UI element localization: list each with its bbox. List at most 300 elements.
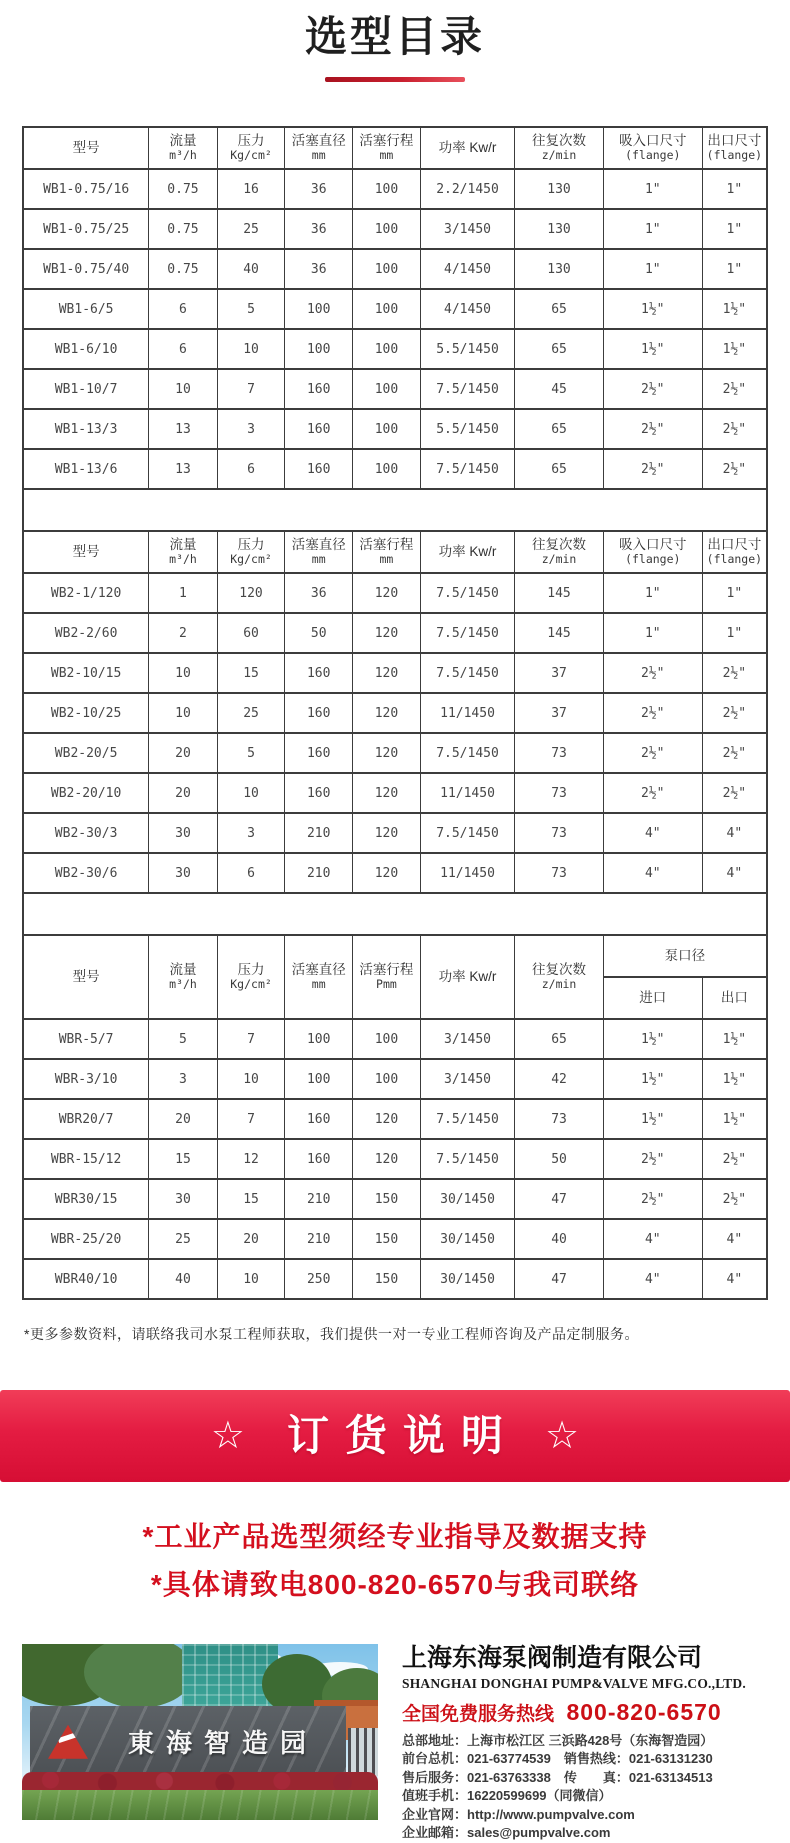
spec-cell: 10 xyxy=(217,1259,285,1299)
spec-cell: 160 xyxy=(285,653,353,693)
spec-cell: 10 xyxy=(217,773,285,813)
spec-cell: 1" xyxy=(603,169,702,209)
spec-cell: 45 xyxy=(515,369,604,409)
model-cell: WB2-30/6 xyxy=(23,853,149,893)
spec-cell: 120 xyxy=(353,573,421,613)
header-label: 压力 xyxy=(237,133,265,149)
table-row xyxy=(23,1019,767,1059)
order-banner-title: 订货说明 xyxy=(286,1412,519,1460)
spec-cell: 40 xyxy=(149,1259,217,1299)
spec-cell: 2½" xyxy=(702,733,767,773)
spec-cell: 2½" xyxy=(603,1179,702,1219)
spec-cell: 30 xyxy=(149,1179,217,1219)
spec-cell: 7 xyxy=(217,1019,285,1059)
spec-table-WB1 xyxy=(22,126,768,490)
spec-cell: 1½" xyxy=(702,1099,767,1139)
spec-cell: 3 xyxy=(217,409,285,449)
spec-cell: 2½" xyxy=(603,653,702,693)
spec-cell: 4/1450 xyxy=(420,249,514,289)
company-name-en: SHANGHAI DONGHAI PUMP&VALVE MFG.CO.,LTD. xyxy=(402,1675,746,1691)
table-row xyxy=(23,169,767,209)
contact-line: 前台总机：021-63774539 销售热线：021-63131230 xyxy=(402,1751,713,1767)
column-header xyxy=(603,127,702,169)
table-row xyxy=(23,369,767,409)
spec-cell: 5.5/1450 xyxy=(420,409,514,449)
spec-cell: 15 xyxy=(217,653,285,693)
header-label: 出口 xyxy=(720,990,748,1006)
header-unit: mm xyxy=(311,977,326,992)
model-cell: WB2-20/5 xyxy=(23,733,149,773)
model-cell: WB2-10/25 xyxy=(23,693,149,733)
spec-cell: 4" xyxy=(702,1219,767,1259)
spec-cell: 100 xyxy=(353,369,421,409)
spec-cell: 65 xyxy=(515,449,604,489)
contact-line: 售后服务：021-63763338 传 真：021-63134513 xyxy=(402,1769,713,1785)
column-header xyxy=(23,531,149,573)
spec-cell: 1 xyxy=(149,573,217,613)
header-unit: (flange) xyxy=(706,552,763,567)
spec-cell: 50 xyxy=(515,1139,604,1179)
spec-cell: 2½" xyxy=(702,409,767,449)
contact-lines xyxy=(402,1732,768,1843)
spec-cell: 120 xyxy=(353,653,421,693)
contact-line: 总部地址：上海市松江区 三浜路428号（东海智造园） xyxy=(402,1732,714,1748)
spec-cell: 7.5/1450 xyxy=(420,813,514,853)
hotline xyxy=(402,1699,768,1726)
model-cell: WBR-5/7 xyxy=(23,1019,149,1059)
spec-cell: 1½" xyxy=(702,1019,767,1059)
spec-cell: 7.5/1450 xyxy=(420,733,514,773)
header-label: 进口 xyxy=(639,990,667,1006)
table-row xyxy=(23,813,767,853)
spec-cell: 10 xyxy=(149,653,217,693)
spec-cell: 6 xyxy=(217,853,285,893)
spec-cell: 150 xyxy=(353,1259,421,1299)
header-label: 活塞行程 xyxy=(359,537,414,553)
column-header xyxy=(420,935,514,1019)
note-line: *工业产品选型须经专业指导及数据支持 xyxy=(142,1521,648,1553)
spec-cell: 3/1450 xyxy=(420,1059,514,1099)
header-label: 功率 Kw/r xyxy=(438,140,497,156)
header-unit: m³/h xyxy=(169,552,197,567)
spec-cell: 4" xyxy=(702,813,767,853)
spec-cell: 30/1450 xyxy=(420,1259,514,1299)
model-cell: WB2-2/60 xyxy=(23,613,149,653)
spec-cell: 1½" xyxy=(603,1059,702,1099)
table-row xyxy=(23,1059,767,1099)
spec-cell: 7.5/1450 xyxy=(420,653,514,693)
star-icon: ☆ xyxy=(210,1415,245,1458)
company-name-cn: 上海东海泵阀制造有限公司 xyxy=(402,1643,703,1672)
spec-cell: 7 xyxy=(217,1099,285,1139)
spec-cell: 160 xyxy=(285,733,353,773)
model-cell: WB2-1/120 xyxy=(23,573,149,613)
model-cell: WB2-10/15 xyxy=(23,653,149,693)
spec-cell: 73 xyxy=(515,853,604,893)
spec-cell: 2½" xyxy=(702,369,767,409)
spec-cell: 0.75 xyxy=(149,209,217,249)
spec-cell: 2½" xyxy=(702,1179,767,1219)
spec-cell: 30 xyxy=(149,853,217,893)
model-cell: WB1-0.75/25 xyxy=(23,209,149,249)
selection-notes xyxy=(0,1518,790,1604)
spec-cell: 2½" xyxy=(603,369,702,409)
spec-cell: 6 xyxy=(217,449,285,489)
flower-hedge xyxy=(22,1772,378,1792)
spec-cell: 210 xyxy=(285,1219,353,1259)
spec-cell: 65 xyxy=(515,409,604,449)
spec-cell: 37 xyxy=(515,693,604,733)
column-header xyxy=(217,935,285,1019)
spec-cell: 6 xyxy=(149,289,217,329)
spec-cell: 7.5/1450 xyxy=(420,1099,514,1139)
header-unit: Kg/cm² xyxy=(230,977,272,992)
spec-cell: 0.75 xyxy=(149,249,217,289)
spec-cell: 160 xyxy=(285,1139,353,1179)
spec-cell: 160 xyxy=(285,773,353,813)
spec-cell: 36 xyxy=(285,209,353,249)
spec-cell: 1" xyxy=(702,209,767,249)
spec-cell: 210 xyxy=(285,1179,353,1219)
spec-cell: 42 xyxy=(515,1059,604,1099)
column-header xyxy=(353,935,421,1019)
title-divider xyxy=(325,77,465,82)
spec-table-WB2 xyxy=(22,530,768,894)
spec-cell: 120 xyxy=(353,613,421,653)
spec-cell: 7 xyxy=(217,369,285,409)
spec-cell: 2½" xyxy=(603,773,702,813)
header-label: 流量 xyxy=(169,537,197,553)
table-row xyxy=(23,449,767,489)
spec-cell: 1" xyxy=(603,209,702,249)
column-header xyxy=(149,127,217,169)
header-label: 吸入口尺寸 xyxy=(619,133,687,149)
spec-cell: 36 xyxy=(285,573,353,613)
model-cell: WB1-6/5 xyxy=(23,289,149,329)
spec-cell: 7.5/1450 xyxy=(420,1139,514,1179)
lawn xyxy=(22,1790,378,1820)
contact-line: 值班手机：16220599699（同微信） xyxy=(402,1788,612,1804)
header-label: 泵口径 xyxy=(664,948,706,964)
header-label: 压力 xyxy=(237,537,265,553)
spec-cell: 120 xyxy=(353,1139,421,1179)
spec-cell: 73 xyxy=(515,733,604,773)
model-cell: WB1-10/7 xyxy=(23,369,149,409)
table-spacer xyxy=(22,894,768,934)
table-row xyxy=(23,1179,767,1219)
column-subheader xyxy=(603,977,702,1019)
spec-cell: 3 xyxy=(149,1059,217,1099)
model-cell: WBR20/7 xyxy=(23,1099,149,1139)
spec-cell: 65 xyxy=(515,329,604,369)
spec-cell: 47 xyxy=(515,1179,604,1219)
spec-cell: 2½" xyxy=(603,409,702,449)
header-unit: (flange) xyxy=(625,552,681,567)
header-unit: (flange) xyxy=(706,148,763,163)
table-row xyxy=(23,693,767,733)
hotline-label: 全国免费服务热线 xyxy=(402,1703,555,1725)
table-row xyxy=(23,329,767,369)
spec-cell: 36 xyxy=(285,169,353,209)
tree-shape xyxy=(84,1644,194,1708)
spec-cell: 7.5/1450 xyxy=(420,369,514,409)
model-cell: WBR-15/12 xyxy=(23,1139,149,1179)
spec-cell: 7.5/1450 xyxy=(420,449,514,489)
spec-cell: 15 xyxy=(149,1139,217,1179)
spec-cell: 7.5/1450 xyxy=(420,613,514,653)
spec-cell: 1½" xyxy=(603,289,702,329)
model-cell: WBR40/10 xyxy=(23,1259,149,1299)
spec-cell: 1½" xyxy=(702,329,767,369)
spec-cell: 20 xyxy=(149,773,217,813)
table-row xyxy=(23,613,767,653)
column-header xyxy=(420,531,514,573)
spec-cell: 25 xyxy=(217,693,285,733)
model-cell: WB1-6/10 xyxy=(23,329,149,369)
spec-cell: 160 xyxy=(285,693,353,733)
column-header xyxy=(702,127,767,169)
model-cell: WB1-13/3 xyxy=(23,409,149,449)
header-label: 流量 xyxy=(169,133,197,149)
spec-cell: 4" xyxy=(603,1259,702,1299)
contact-line: 企业邮箱：sales@pumpvalve.com xyxy=(402,1825,611,1841)
spec-cell: 2½" xyxy=(603,693,702,733)
spec-cell: 100 xyxy=(285,1059,353,1099)
header-label: 出口尺寸 xyxy=(707,537,762,553)
spec-cell: 2 xyxy=(149,613,217,653)
spec-cell: 100 xyxy=(353,1019,421,1059)
spec-cell: 30 xyxy=(149,813,217,853)
header-unit: Pmm xyxy=(376,977,397,992)
header-label: 压力 xyxy=(237,962,265,978)
column-header xyxy=(285,127,353,169)
table-row xyxy=(23,1139,767,1179)
spec-cell: 100 xyxy=(353,289,421,329)
model-cell: WBR-3/10 xyxy=(23,1059,149,1099)
table-row xyxy=(23,409,767,449)
spec-cell: 60 xyxy=(217,613,285,653)
spec-cell: 3 xyxy=(217,813,285,853)
spec-cell: 160 xyxy=(285,1099,353,1139)
header-row xyxy=(23,127,767,169)
header-unit: Kg/cm² xyxy=(230,148,272,163)
spec-cell: 100 xyxy=(353,169,421,209)
table-row xyxy=(23,733,767,773)
column-header-group xyxy=(603,935,767,977)
spec-cell: 2½" xyxy=(702,653,767,693)
column-header xyxy=(702,531,767,573)
spec-cell: 4" xyxy=(603,813,702,853)
spec-cell: 47 xyxy=(515,1259,604,1299)
spec-cell: 100 xyxy=(353,329,421,369)
spec-cell: 150 xyxy=(353,1219,421,1259)
spec-cell: 5 xyxy=(217,289,285,329)
header-label: 活塞行程 xyxy=(359,133,414,149)
spec-cell: 120 xyxy=(353,1099,421,1139)
column-header xyxy=(353,531,421,573)
spec-cell: 2.2/1450 xyxy=(420,169,514,209)
column-header xyxy=(149,531,217,573)
header-label: 出口尺寸 xyxy=(707,133,762,149)
table-row xyxy=(23,249,767,289)
page-title: 选型目录 xyxy=(304,13,485,60)
spec-cell: 100 xyxy=(285,289,353,329)
spec-cell: 25 xyxy=(217,209,285,249)
spec-cell: 36 xyxy=(285,249,353,289)
header-unit: mm xyxy=(311,552,326,567)
model-cell: WB1-13/6 xyxy=(23,449,149,489)
model-cell: WBR30/15 xyxy=(23,1179,149,1219)
spec-cell: 130 xyxy=(515,169,604,209)
spec-cell: 20 xyxy=(149,1099,217,1139)
header-unit: z/min xyxy=(541,552,577,567)
spec-cell: 0.75 xyxy=(149,169,217,209)
company-info xyxy=(402,1644,768,1843)
table-row xyxy=(23,653,767,693)
spec-cell: 40 xyxy=(217,249,285,289)
header-unit: z/min xyxy=(541,148,577,163)
spec-cell: 120 xyxy=(217,573,285,613)
spec-cell: 30/1450 xyxy=(420,1179,514,1219)
spec-cell: 10 xyxy=(217,329,285,369)
tables-area xyxy=(22,126,768,1300)
spec-cell: 40 xyxy=(515,1219,604,1259)
spec-cell: 1½" xyxy=(603,1019,702,1059)
spec-cell: 100 xyxy=(353,249,421,289)
company-section xyxy=(22,1644,768,1843)
spec-cell: 12 xyxy=(217,1139,285,1179)
spec-cell: 160 xyxy=(285,369,353,409)
header-unit: mm xyxy=(379,148,394,163)
column-header xyxy=(23,127,149,169)
gate-fence xyxy=(348,1728,378,1776)
spec-cell: 3/1450 xyxy=(420,209,514,249)
spec-cell: 130 xyxy=(515,249,604,289)
column-header xyxy=(23,935,149,1019)
header-unit: (flange) xyxy=(625,148,681,163)
spec-cell: 1" xyxy=(702,169,767,209)
spec-cell: 100 xyxy=(353,449,421,489)
spec-cell: 1" xyxy=(702,249,767,289)
model-cell: WB1-0.75/40 xyxy=(23,249,149,289)
header-row xyxy=(23,531,767,573)
header-label: 活塞直径 xyxy=(291,962,346,978)
spec-cell: 120 xyxy=(353,693,421,733)
spec-cell: 37 xyxy=(515,653,604,693)
spec-cell: 65 xyxy=(515,1019,604,1059)
header-label: 往复次数 xyxy=(532,133,587,149)
column-header xyxy=(515,531,604,573)
spec-cell: 73 xyxy=(515,773,604,813)
spec-cell: 73 xyxy=(515,1099,604,1139)
spec-cell: 1" xyxy=(603,613,702,653)
header-unit: Kg/cm² xyxy=(230,552,272,567)
order-banner xyxy=(0,1390,790,1482)
column-header xyxy=(217,127,285,169)
spec-cell: 1" xyxy=(603,573,702,613)
spec-cell: 5 xyxy=(217,733,285,773)
table-row xyxy=(23,1099,767,1139)
spec-cell: 145 xyxy=(515,613,604,653)
note-line: *具体请致电800-820-6570与我司联络 xyxy=(150,1568,640,1600)
spec-cell: 1½" xyxy=(702,289,767,329)
footnote: *更多参数资料，请联络我司水泵工程师获取，我们提供一对一专业工程师咨询及产品定制服务。 xyxy=(24,1326,639,1343)
spec-cell: 120 xyxy=(353,773,421,813)
spec-cell: 4" xyxy=(702,1259,767,1299)
spec-cell: 100 xyxy=(285,1019,353,1059)
spec-cell: 1½" xyxy=(603,329,702,369)
table-row xyxy=(23,853,767,893)
star-icon: ☆ xyxy=(545,1415,580,1458)
column-header xyxy=(285,531,353,573)
contact-line: 企业官网：http://www.pumpvalve.com xyxy=(402,1806,635,1822)
column-header xyxy=(285,935,353,1019)
header-label: 吸入口尺寸 xyxy=(619,537,687,553)
model-cell: WB2-30/3 xyxy=(23,813,149,853)
spec-cell: 4/1450 xyxy=(420,289,514,329)
header-unit: z/min xyxy=(541,977,577,992)
sign-text: 東海智造园 xyxy=(127,1728,318,1759)
header-label: 流量 xyxy=(169,962,197,978)
column-header xyxy=(603,531,702,573)
column-subheader xyxy=(702,977,767,1019)
model-cell: WB1-0.75/16 xyxy=(23,169,149,209)
spec-cell: 4" xyxy=(603,1219,702,1259)
spec-cell: 30/1450 xyxy=(420,1219,514,1259)
company-logo-icon xyxy=(48,1725,88,1759)
spec-cell: 3/1450 xyxy=(420,1019,514,1059)
spec-cell: 210 xyxy=(285,813,353,853)
header-unit: mm xyxy=(311,148,326,163)
spec-cell: 1" xyxy=(603,249,702,289)
spec-cell: 120 xyxy=(353,813,421,853)
spec-cell: 20 xyxy=(217,1219,285,1259)
header-unit: m³/h xyxy=(169,148,197,163)
hotline-number: 800-820-6570 xyxy=(566,1698,722,1725)
spec-cell: 16 xyxy=(217,169,285,209)
spec-cell: 7.5/1450 xyxy=(420,573,514,613)
spec-cell: 250 xyxy=(285,1259,353,1299)
header-label: 活塞行程 xyxy=(359,962,414,978)
header-label: 活塞直径 xyxy=(291,537,346,553)
factory-photo xyxy=(22,1644,378,1820)
model-cell: WB2-20/10 xyxy=(23,773,149,813)
spec-cell: 25 xyxy=(149,1219,217,1259)
table-row xyxy=(23,773,767,813)
spec-cell: 13 xyxy=(149,409,217,449)
spec-cell: 15 xyxy=(217,1179,285,1219)
spec-cell: 160 xyxy=(285,449,353,489)
header-unit: mm xyxy=(379,552,394,567)
model-cell: WBR-25/20 xyxy=(23,1219,149,1259)
spec-cell: 4" xyxy=(702,853,767,893)
table-row xyxy=(23,1259,767,1299)
spec-cell: 120 xyxy=(353,853,421,893)
spec-cell: 100 xyxy=(353,1059,421,1099)
spec-cell: 13 xyxy=(149,449,217,489)
table-row xyxy=(23,289,767,329)
spec-cell: 2½" xyxy=(603,1139,702,1179)
spec-cell: 100 xyxy=(353,409,421,449)
header-label: 型号 xyxy=(72,969,100,985)
table-spacer xyxy=(22,490,768,530)
spec-cell: 210 xyxy=(285,853,353,893)
spec-cell: 5 xyxy=(149,1019,217,1059)
column-header xyxy=(420,127,514,169)
column-header xyxy=(217,531,285,573)
header-label: 功率 Kw/r xyxy=(438,544,497,560)
spec-cell: 1" xyxy=(702,573,767,613)
